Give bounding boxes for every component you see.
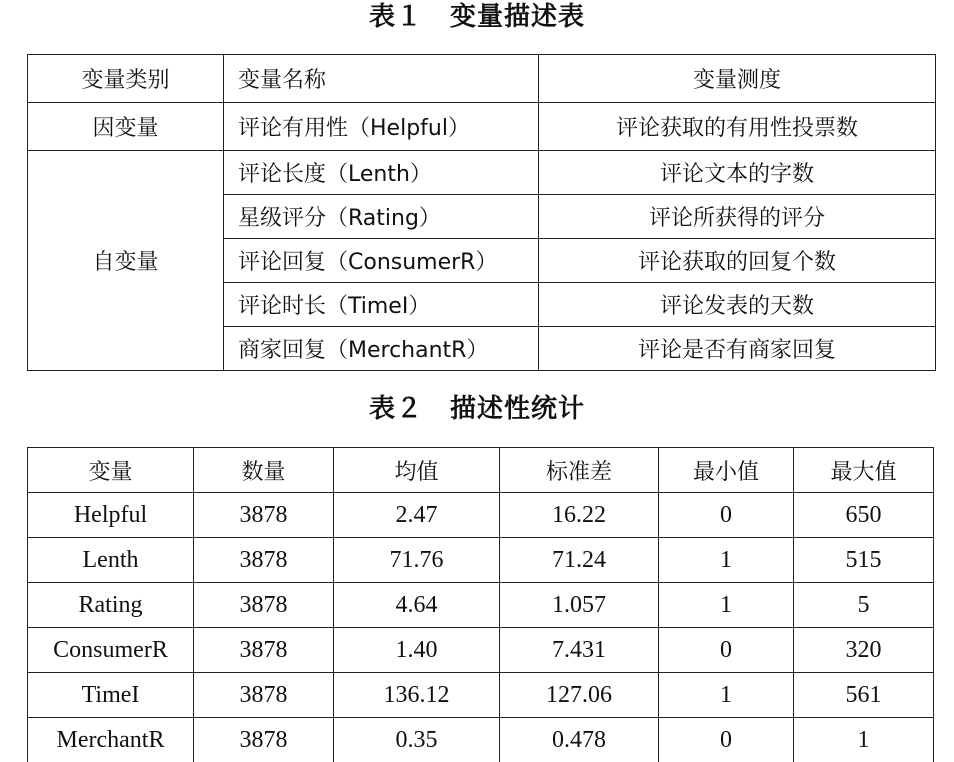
- count-cell: 3878: [194, 538, 334, 583]
- max-cell: 515: [794, 538, 934, 583]
- min-cell: 0: [659, 718, 794, 762]
- table1-caption: 表１ 变量描述表: [368, 2, 585, 32]
- table-row: [28, 151, 936, 195]
- table-row: [28, 103, 936, 151]
- header-variable-category: 变量类别: [28, 55, 224, 103]
- category-cell-dependent: 因变量: [28, 103, 224, 151]
- descriptive-statistics-table: [27, 447, 934, 762]
- max-cell: 1: [794, 718, 934, 762]
- mean-cell: 136.12: [334, 673, 500, 718]
- max-cell: 320: [794, 628, 934, 673]
- variable-name-cell: 星级评分（Rating）: [224, 195, 539, 239]
- header-max: 最大值: [794, 448, 934, 493]
- variable-cell: MerchantR: [28, 718, 194, 762]
- header-min: 最小值: [659, 448, 794, 493]
- mean-cell: 71.76: [334, 538, 500, 583]
- variable-cell: TimeI: [28, 673, 194, 718]
- table-row: [28, 583, 934, 628]
- header-std-dev: 标准差: [500, 448, 659, 493]
- max-cell: 561: [794, 673, 934, 718]
- mean-cell: 1.40: [334, 628, 500, 673]
- table-header-row: [28, 55, 936, 103]
- header-variable-name: 变量名称: [224, 55, 539, 103]
- variable-name-cell: 评论有用性（Helpful）: [224, 103, 539, 151]
- std-dev-cell: 0.478: [500, 718, 659, 762]
- max-cell: 5: [794, 583, 934, 628]
- table-row: [28, 673, 934, 718]
- table2-caption: 表２ 描述性统计: [368, 394, 585, 424]
- variable-cell: Helpful: [28, 493, 194, 538]
- count-cell: 3878: [194, 718, 334, 762]
- mean-cell: 2.47: [334, 493, 500, 538]
- std-dev-cell: 71.24: [500, 538, 659, 583]
- table-row: [28, 493, 934, 538]
- variable-measure-cell: 评论获取的有用性投票数: [539, 103, 936, 151]
- std-dev-cell: 127.06: [500, 673, 659, 718]
- variable-cell: ConsumerR: [28, 628, 194, 673]
- mean-cell: 0.35: [334, 718, 500, 762]
- std-dev-cell: 1.057: [500, 583, 659, 628]
- count-cell: 3878: [194, 673, 334, 718]
- std-dev-cell: 7.431: [500, 628, 659, 673]
- variable-name-cell: 评论时长（TimeI）: [224, 283, 539, 327]
- variable-measure-cell: 评论发表的天数: [539, 283, 936, 327]
- table-row: [28, 628, 934, 673]
- min-cell: 1: [659, 583, 794, 628]
- min-cell: 1: [659, 673, 794, 718]
- std-dev-cell: 16.22: [500, 493, 659, 538]
- variable-name-cell: 评论长度（Lenth）: [224, 151, 539, 195]
- variable-measure-cell: 评论所获得的评分: [539, 195, 936, 239]
- min-cell: 1: [659, 538, 794, 583]
- min-cell: 0: [659, 493, 794, 538]
- category-cell-independent: 自变量: [28, 151, 224, 371]
- header-mean: 均值: [334, 448, 500, 493]
- variable-name-cell: 商家回复（MerchantR）: [224, 327, 539, 371]
- min-cell: 0: [659, 628, 794, 673]
- variable-measure-cell: 评论文本的字数: [539, 151, 936, 195]
- count-cell: 3878: [194, 493, 334, 538]
- count-cell: 3878: [194, 628, 334, 673]
- count-cell: 3878: [194, 583, 334, 628]
- variable-name-cell: 评论回复（ConsumerR）: [224, 239, 539, 283]
- variable-description-table: [27, 54, 936, 371]
- table-row: [28, 538, 934, 583]
- variable-measure-cell: 评论获取的回复个数: [539, 239, 936, 283]
- header-variable-measure: 变量测度: [539, 55, 936, 103]
- header-variable: 变量: [28, 448, 194, 493]
- variable-cell: Lenth: [28, 538, 194, 583]
- variable-measure-cell: 评论是否有商家回复: [539, 327, 936, 371]
- table-header-row: [28, 448, 934, 493]
- mean-cell: 4.64: [334, 583, 500, 628]
- max-cell: 650: [794, 493, 934, 538]
- table-row: [28, 718, 934, 762]
- variable-cell: Rating: [28, 583, 194, 628]
- header-count: 数量: [194, 448, 334, 493]
